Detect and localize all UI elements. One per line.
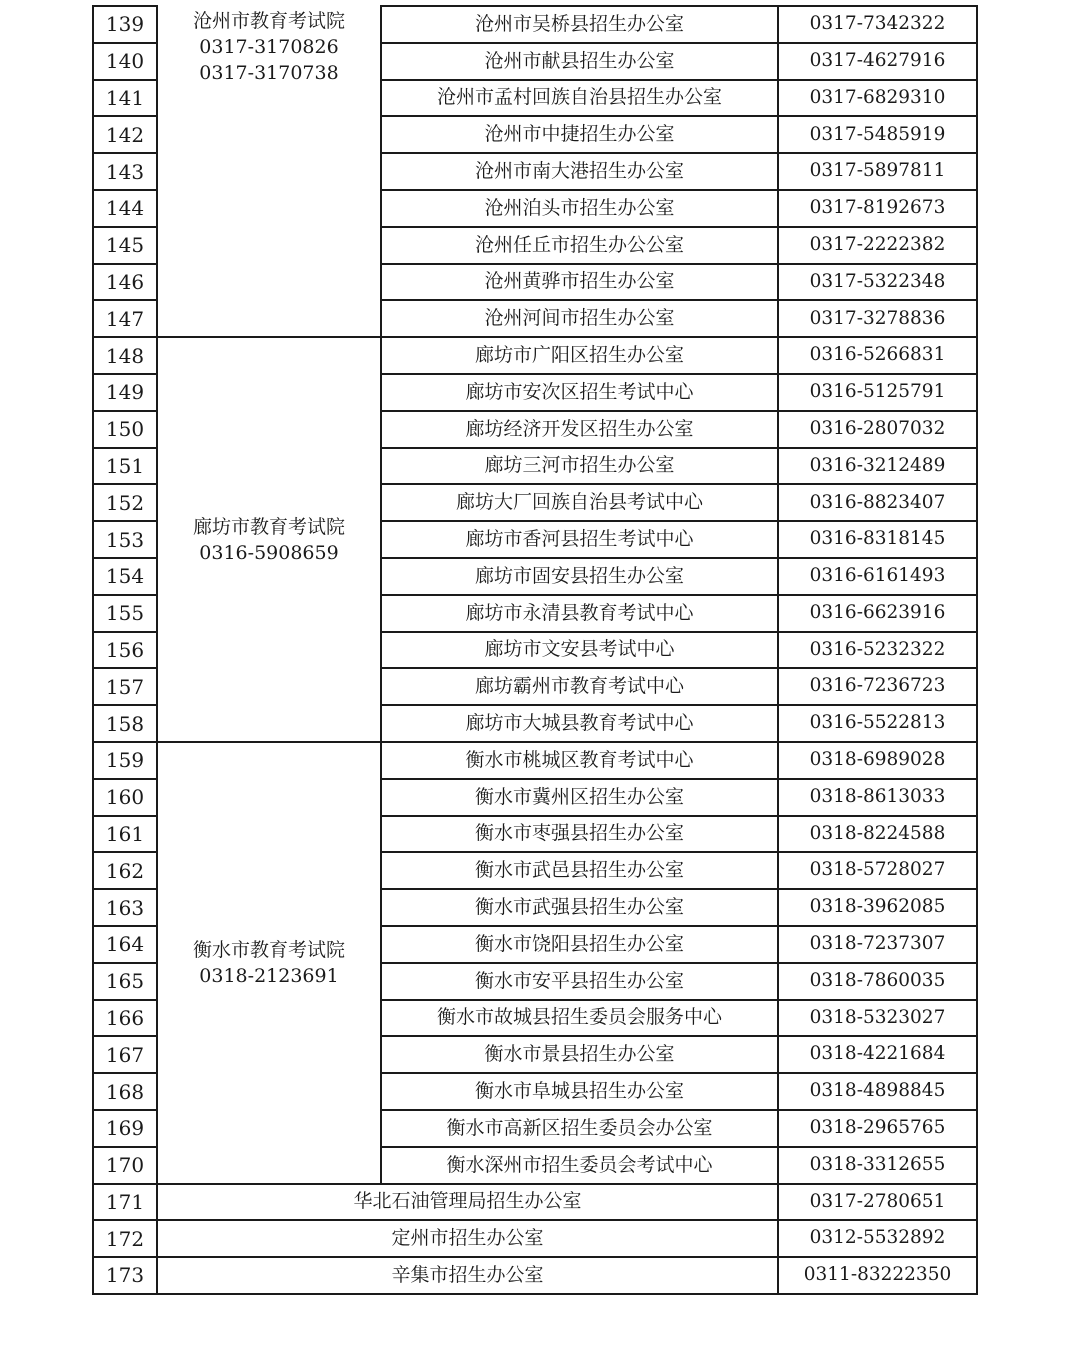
office-phone: 0317-3278836: [778, 300, 977, 337]
row-number: 173: [93, 1257, 157, 1294]
office-name: 沧州市中捷招生办公室: [381, 116, 778, 153]
table-row: [93, 1184, 977, 1221]
table-row: [93, 742, 977, 779]
row-number: 152: [93, 484, 157, 521]
group-authority-name: 沧州市教育考试院: [192, 10, 345, 32]
row-number: 144: [93, 190, 157, 227]
row-number: 146: [93, 264, 157, 301]
office-name: 衡水市冀州区招生办公室: [381, 779, 778, 816]
office-name: 辛集市招生办公室: [157, 1257, 778, 1294]
office-phone: 0317-8192673: [778, 190, 977, 227]
office-name: 定州市招生办公室: [157, 1220, 778, 1257]
row-number: 141: [93, 80, 157, 117]
office-phone: 0317-5897811: [778, 153, 977, 190]
office-phone: 0318-3962085: [778, 889, 977, 926]
office-phone: 0318-7237307: [778, 926, 977, 963]
office-phone: 0317-2222382: [778, 227, 977, 264]
group-authority-name: 衡水市教育考试院: [192, 938, 345, 961]
office-phone: 0316-7236723: [778, 668, 977, 705]
office-name: 沧州泊头市招生办公室: [381, 190, 778, 227]
group-authority-name: 廊坊市教育考试院: [192, 515, 345, 538]
row-number: 154: [93, 558, 157, 595]
row-number: 162: [93, 852, 157, 889]
office-name: 衡水深州市招生委员会考试中心: [381, 1147, 778, 1184]
row-number: 164: [93, 926, 157, 963]
office-phone: 0318-5728027: [778, 852, 977, 889]
group-authority-phone: 0317-3170826: [199, 36, 339, 58]
row-number: 170: [93, 1147, 157, 1184]
office-name: 廊坊霸州市教育考试中心: [381, 668, 778, 705]
office-phone: 0316-6161493: [778, 558, 977, 595]
office-phone: 0317-5485919: [778, 116, 977, 153]
row-number: 148: [93, 337, 157, 374]
row-number: 165: [93, 963, 157, 1000]
contact-table-body: [93, 6, 977, 1294]
group-authority-cell: [157, 337, 381, 742]
office-name: 廊坊经济开发区招生办公室: [381, 411, 778, 448]
office-phone: 0318-8224588: [778, 816, 977, 853]
row-number: 167: [93, 1036, 157, 1073]
table-row: [93, 1220, 977, 1257]
office-name: 廊坊市安次区招生考试中心: [381, 374, 778, 411]
row-number: 156: [93, 632, 157, 669]
row-number: 159: [93, 742, 157, 779]
office-phone: 0317-6829310: [778, 80, 977, 117]
office-name: 廊坊市大城县教育考试中心: [381, 705, 778, 742]
row-number: 143: [93, 153, 157, 190]
table-row: [93, 337, 977, 374]
contact-table-document: [92, 5, 976, 1295]
office-phone: 0316-8823407: [778, 484, 977, 521]
office-name: 华北石油管理局招生办公室: [157, 1184, 778, 1221]
row-number: 171: [93, 1184, 157, 1221]
row-number: 160: [93, 779, 157, 816]
office-phone: 0317-7342322: [778, 6, 977, 43]
table-row: [93, 1257, 977, 1294]
office-name: 沧州市南大港招生办公室: [381, 153, 778, 190]
office-name: 衡水市安平县招生办公室: [381, 963, 778, 1000]
office-name: 廊坊三河市招生办公室: [381, 448, 778, 485]
office-name: 沧州河间市招生办公室: [381, 300, 778, 337]
office-phone: 0316-5522813: [778, 705, 977, 742]
office-phone: 0317-4627916: [778, 43, 977, 80]
office-name: 沧州黄骅市招生办公室: [381, 264, 778, 301]
office-phone: 0316-2807032: [778, 411, 977, 448]
office-name: 沧州市献县招生办公室: [381, 43, 778, 80]
row-number: 158: [93, 705, 157, 742]
office-phone: 0316-5125791: [778, 374, 977, 411]
office-name: 衡水市桃城区教育考试中心: [381, 742, 778, 779]
office-name: 衡水市武强县招生办公室: [381, 889, 778, 926]
row-number: 157: [93, 668, 157, 705]
office-name: 衡水市饶阳县招生办公室: [381, 926, 778, 963]
row-number: 147: [93, 300, 157, 337]
office-phone: 0318-2965765: [778, 1110, 977, 1147]
office-phone: 0318-4221684: [778, 1036, 977, 1073]
office-name: 沧州市吴桥县招生办公室: [381, 6, 778, 43]
office-name: 廊坊市广阳区招生办公室: [381, 337, 778, 374]
office-phone: 0316-5266831: [778, 337, 977, 374]
office-name: 廊坊市永清县教育考试中心: [381, 595, 778, 632]
group-authority-cell: [157, 742, 381, 1184]
group-authority-cell: [157, 6, 381, 337]
table-row: [93, 6, 977, 43]
office-name: 衡水市枣强县招生办公室: [381, 816, 778, 853]
office-phone: 0316-5232322: [778, 632, 977, 669]
row-number: 151: [93, 448, 157, 485]
row-number: 163: [93, 889, 157, 926]
office-phone: 0316-3212489: [778, 448, 977, 485]
office-name: 衡水市故城县招生委员会服务中心: [381, 1000, 778, 1037]
office-phone: 0316-6623916: [778, 595, 977, 632]
office-phone: 0311-83222350: [778, 1257, 977, 1294]
office-name: 衡水市阜城县招生办公室: [381, 1073, 778, 1110]
row-number: 153: [93, 521, 157, 558]
office-name: 沧州任丘市招生办公公室: [381, 227, 778, 264]
row-number: 169: [93, 1110, 157, 1147]
row-number: 150: [93, 411, 157, 448]
office-name: 沧州市孟村回族自治县招生办公室: [381, 80, 778, 117]
office-name: 廊坊大厂回族自治县考试中心: [381, 484, 778, 521]
group-authority-phone: 0316-5908659: [199, 541, 339, 564]
row-number: 172: [93, 1220, 157, 1257]
office-phone: 0316-8318145: [778, 521, 977, 558]
group-authority-phone: 0317-3170738: [199, 62, 339, 84]
row-number: 145: [93, 227, 157, 264]
office-phone: 0318-8613033: [778, 779, 977, 816]
contact-table: [92, 5, 978, 1295]
row-number: 149: [93, 374, 157, 411]
office-phone: 0318-3312655: [778, 1147, 977, 1184]
office-phone: 0318-5323027: [778, 1000, 977, 1037]
office-name: 衡水市景县招生办公室: [381, 1036, 778, 1073]
group-authority-phone: 0318-2123691: [199, 964, 339, 987]
row-number: 155: [93, 595, 157, 632]
office-name: 衡水市高新区招生委员会办公室: [381, 1110, 778, 1147]
row-number: 140: [93, 43, 157, 80]
office-phone: 0318-4898845: [778, 1073, 977, 1110]
row-number: 139: [93, 6, 157, 43]
office-phone: 0312-5532892: [778, 1220, 977, 1257]
office-phone: 0318-7860035: [778, 963, 977, 1000]
office-name: 衡水市武邑县招生办公室: [381, 852, 778, 889]
row-number: 142: [93, 116, 157, 153]
office-name: 廊坊市香河县招生考试中心: [381, 521, 778, 558]
office-name: 廊坊市文安县考试中心: [381, 632, 778, 669]
office-name: 廊坊市固安县招生办公室: [381, 558, 778, 595]
office-phone: 0317-5322348: [778, 264, 977, 301]
row-number: 168: [93, 1073, 157, 1110]
row-number: 161: [93, 816, 157, 853]
office-phone: 0317-2780651: [778, 1184, 977, 1221]
row-number: 166: [93, 1000, 157, 1037]
office-phone: 0318-6989028: [778, 742, 977, 779]
